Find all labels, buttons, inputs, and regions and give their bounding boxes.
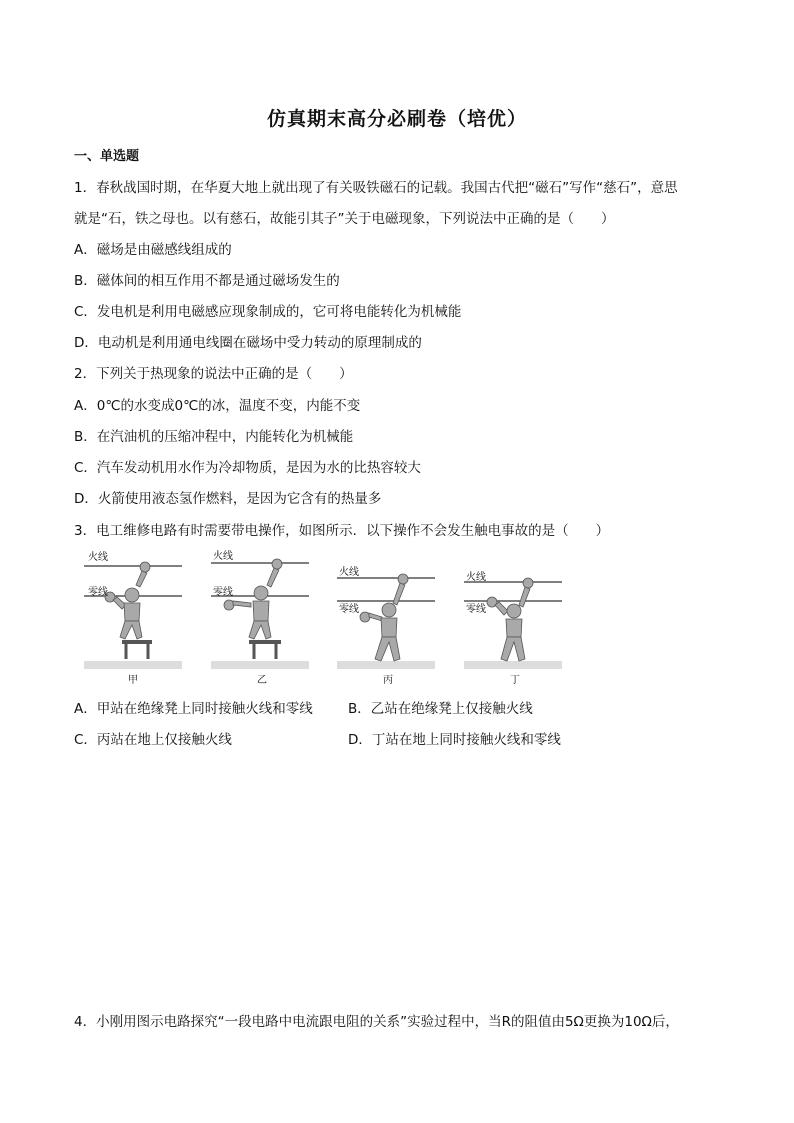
q3-option-d: D．丁站在地上同时接触火线和零线 (348, 732, 561, 748)
figure-caption: 乙 (257, 675, 267, 686)
page-title: 仿真期末高分必刷卷（培优） (266, 108, 527, 130)
section-heading: 一、单选题 (74, 149, 140, 164)
worker-on-stool-both-wires-illustration (84, 545, 184, 673)
neutral-wire-label: 零线 (466, 604, 486, 615)
q4-stem: 4．小刚用图示电路探究“一段电路中电流跟电阻的关系”实验过程中，当R的阻值由5Ω更换为10Ω后， (74, 1014, 679, 1030)
figure-bing (337, 545, 437, 686)
q2-stem: 2．下列关于热现象的说法中正确的是（ ） (74, 366, 353, 382)
q1-stem-line1: 1．春秋战国时期，在华夏大地上就出现了有关吸铁磁石的记载。我国古代把“磁石”写作“慈石”，意思 (74, 180, 678, 196)
q2-option-a: A．0℃的水变成0℃的冰，温度不变，内能不变 (74, 398, 361, 414)
figure-caption: 丙 (383, 675, 393, 686)
q3-option-b: B．乙站在绝缘凳上仅接触火线 (348, 701, 533, 717)
q1-option-a: A．磁场是由磁感线组成的 (74, 242, 232, 258)
q1-option-b: B．磁体间的相互作用不都是通过磁场发生的 (74, 273, 340, 289)
q3-option-c: C．丙站在地上仅接触火线 (74, 732, 232, 748)
q1-option-d: D．电动机是利用通电线圈在磁场中受力转动的原理制成的 (74, 335, 422, 351)
figure-caption: 丁 (510, 675, 520, 686)
q3-option-a: A．甲站在绝缘凳上同时接触火线和零线 (74, 701, 313, 717)
figure-caption: 甲 (128, 675, 138, 686)
figure-yi (211, 545, 311, 686)
q2-option-d: D．火箭使用液态氢作燃料，是因为它含有的热量多 (74, 491, 382, 507)
live-wire-label: 火线 (213, 551, 233, 562)
live-wire-label: 火线 (466, 572, 486, 583)
figure-jia (84, 545, 184, 686)
neutral-wire-label: 零线 (339, 604, 359, 615)
q2-option-b: B．在汽油机的压缩冲程中，内能转化为机械能 (74, 429, 354, 445)
neutral-wire-label: 零线 (213, 587, 233, 598)
q3-stem: 3．电工维修电路有时需要带电操作，如图所示．以下操作不会发生触电事故的是（ ） (74, 523, 610, 539)
q1-option-c: C．发电机是利用电磁感应现象制成的，它可将电能转化为机械能 (74, 304, 462, 320)
q1-stem-line2: 就是“石，铁之母也。以有慈石，故能引其子”关于电磁现象，下列说法中正确的是（ ） (74, 211, 615, 227)
neutral-wire-label: 零线 (88, 587, 108, 598)
live-wire-label: 火线 (88, 552, 108, 563)
live-wire-label: 火线 (339, 567, 359, 578)
q2-option-c: C．汽车发动机用水作为冷却物质，是因为水的比热容较大 (74, 460, 421, 476)
figure-ding (464, 545, 564, 686)
worker-on-stool-live-wire-illustration (211, 545, 311, 673)
